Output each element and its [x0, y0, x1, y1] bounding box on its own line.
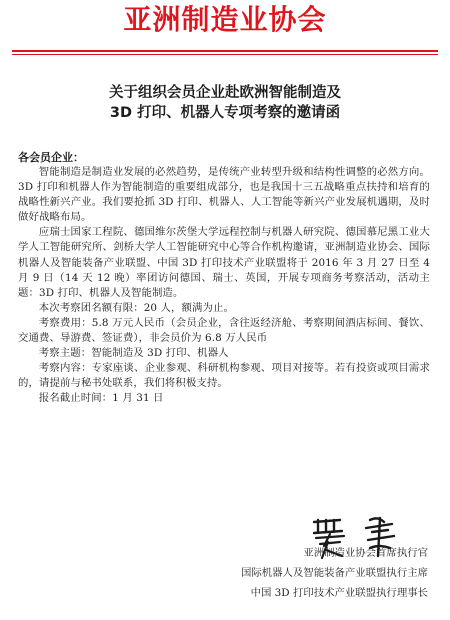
letterhead-rule-thick: [12, 50, 438, 52]
document-title-line-2: 3D 打印、机器人专项考察的邀请函: [109, 105, 341, 121]
salutation: 各会员企业：: [18, 151, 84, 164]
paragraph-deadline: 报名截止时间：1 月 31 日: [38, 392, 164, 405]
document-title-line-1: 关于组织会员企业赴欧洲智能制造及: [109, 85, 341, 101]
letterhead-org-name: 亚洲制造业协会: [123, 3, 327, 36]
letter-body: [18, 165, 430, 407]
paragraph-fee: 考察费用：5.8 万元人民币（会员企业，含往返经济舱、考察期间酒店标间、餐饮、交通费、导游费、签证费），非会员价为 6.8 万人民币: [18, 316, 430, 345]
paragraph-quota: 本次考察团名额有限：20 人，额满为止。: [38, 301, 234, 314]
paragraph-invitation: 应瑞士国家工程院、德国维尔茨堡大学远程控制与机器人研究院、德国慕尼黑工业大学人工智能研究所、剑桥大学人工智能研究中心等合作机构邀请，亚洲制造业协会、国际机器人及智能装备产业联盟、中国 3D 打印技术产业联盟将于 2016 年 3 月 27 日至 4 月 9 日（14 天 12 晚）率团访问德国、瑞士、英国，开展专项商务考察活动，活动主题：3D 打印、机器人及智能制造。: [18, 226, 430, 299]
signature-block: [241, 543, 428, 603]
paragraph-content: 考察内容：专家座谈、企业参观、科研机构参观、项目对接等。若有投资或项目需求的，请提前与秘书处联系，我们将积极支持。: [18, 362, 430, 390]
signatory-title-2: 国际机器人及智能装备产业联盟执行主席: [240, 567, 428, 579]
paragraph-intro: 智能制造是制造业发展的必然趋势，是传统产业转型升级和结构性调整的必然方向。3D 打印和机器人作为智能制造的重要组成部分，也是我国十三五战略重点扶持和培育的战略性新兴产业。我们要抢抓 3D 打印、机器人、人工智能等新兴产业发展机遇期，及时做好战略布局。: [18, 166, 430, 224]
signatory-title-3: 中国 3D 打印技术产业联盟执行理事长: [250, 587, 428, 599]
signatory-title-1: 亚洲制造业协会首席执行官: [303, 547, 428, 559]
letterhead-rule-thin: [12, 54, 438, 55]
paragraph-theme: 考察主题：智能制造及 3D 打印、机器人: [38, 347, 229, 360]
